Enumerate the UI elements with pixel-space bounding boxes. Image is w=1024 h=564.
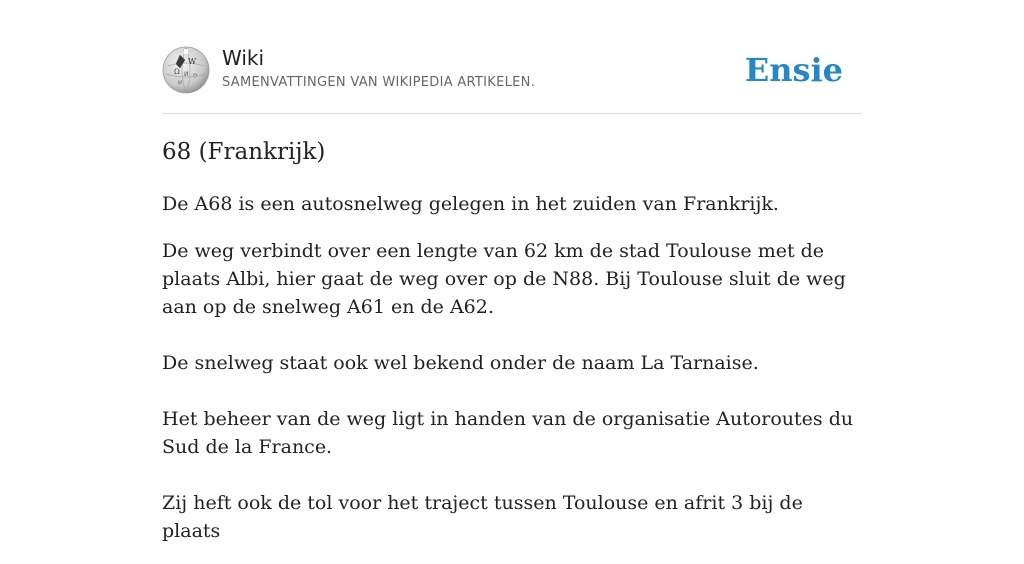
wikipedia-globe-icon[interactable] [162,46,210,94]
svg-text:И: И [184,71,189,78]
svg-text:Ω: Ω [174,68,180,76]
site-tagline: SAMENVATTINGEN VAN WIKIPEDIA ARTIKELEN. [222,75,536,90]
site-title[interactable]: Wiki [222,46,265,70]
brand-logo-link[interactable]: Ensie [744,51,843,89]
article-paragraph-details: De weg verbindt over een lengte van 62 km de stad Toulouse met de plaats Albi, hier gaat de weg over op de N88. Bij Toulouse sluit de weg aan op de snelweg A61 en de A62. De snelweg staat ook wel bekend onder de naam La Tarnaise. Het beheer van de weg ligt in handen van de organisatie Autoroutes du Sud de la France. Zij heft ook de tol voor het traject tussen Toulouse en afrit 3 bij de plaats [162,240,854,542]
svg-text:ウ: ウ [192,73,199,80]
svg-text:W: W [188,57,197,66]
page-container [162,0,862,542]
article-paragraph-intro: De A68 is een autosnelweg gelegen in het zuiden van Frankrijk. [162,193,779,215]
svg-text:ש: ש [178,79,183,86]
article-title: 68 (Frankrijk) [162,139,326,165]
article-body [162,190,862,564]
site-header [162,0,862,114]
